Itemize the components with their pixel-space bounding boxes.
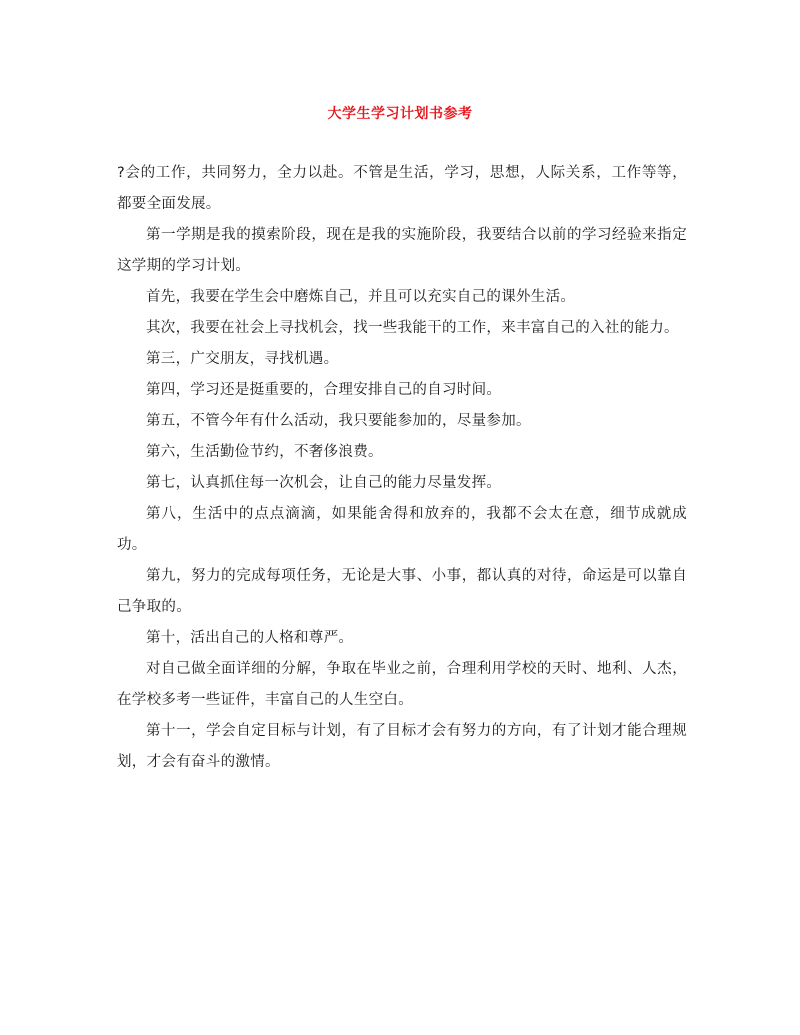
document-title: 大学生学习计划书参考 [327, 106, 473, 122]
paragraph-8: 第六，生活勤俭节约，不奢侈浪费。 [146, 444, 383, 460]
paragraph-6: 第四，学习还是挺重要的，合理安排自己的自习时间。 [146, 382, 502, 398]
paragraph-1: ?会的工作，共同努力，全力以赴。不管是生活，学习，思想，人际关系，工作等等，都要全面发展。 [117, 165, 687, 212]
paragraph-11: 第九，努力的完成每项任务，无论是大事、小事，都认真的对待，命运是可以靠自己争取的。 [117, 568, 687, 615]
paragraph-3: 首先，我要在学生会中磨炼自己，并且可以充实自己的课外生活。 [146, 289, 576, 305]
document-body [117, 158, 687, 778]
paragraph-7: 第五，不管今年有什么活动，我只要能参加的，尽量参加。 [146, 413, 531, 429]
paragraph-12: 第十，活出自己的人格和尊严。 [146, 630, 354, 646]
paragraph-9: 第七，认真抓住每一次机会，让自己的能力尽量发挥。 [146, 475, 502, 491]
paragraph-13: 对自己做全面详细的分解，争取在毕业之前，合理利用学校的天时、地利、人杰，在学校多考一些证件，丰富自己的人生空白。 [117, 661, 687, 708]
paragraph-4: 其次，我要在社会上寻找机会，找一些我能干的工作，来丰富自己的入社的能力。 [146, 320, 679, 336]
paragraph-14: 第十一，学会自定目标与计划，有了目标才会有努力的方向，有了计划才能合理规划，才会有奋斗的激情。 [117, 723, 687, 770]
paragraph-10: 第八，生活中的点点滴滴，如果能舍得和放弃的，我都不会太在意，细节成就成功。 [117, 506, 687, 553]
paragraph-2: 第一学期是我的摸索阶段，现在是我的实施阶段，我要结合以前的学习经验来指定这学期的学习计划。 [117, 227, 687, 274]
paragraph-5: 第三，广交朋友，寻找机遇。 [146, 351, 339, 367]
